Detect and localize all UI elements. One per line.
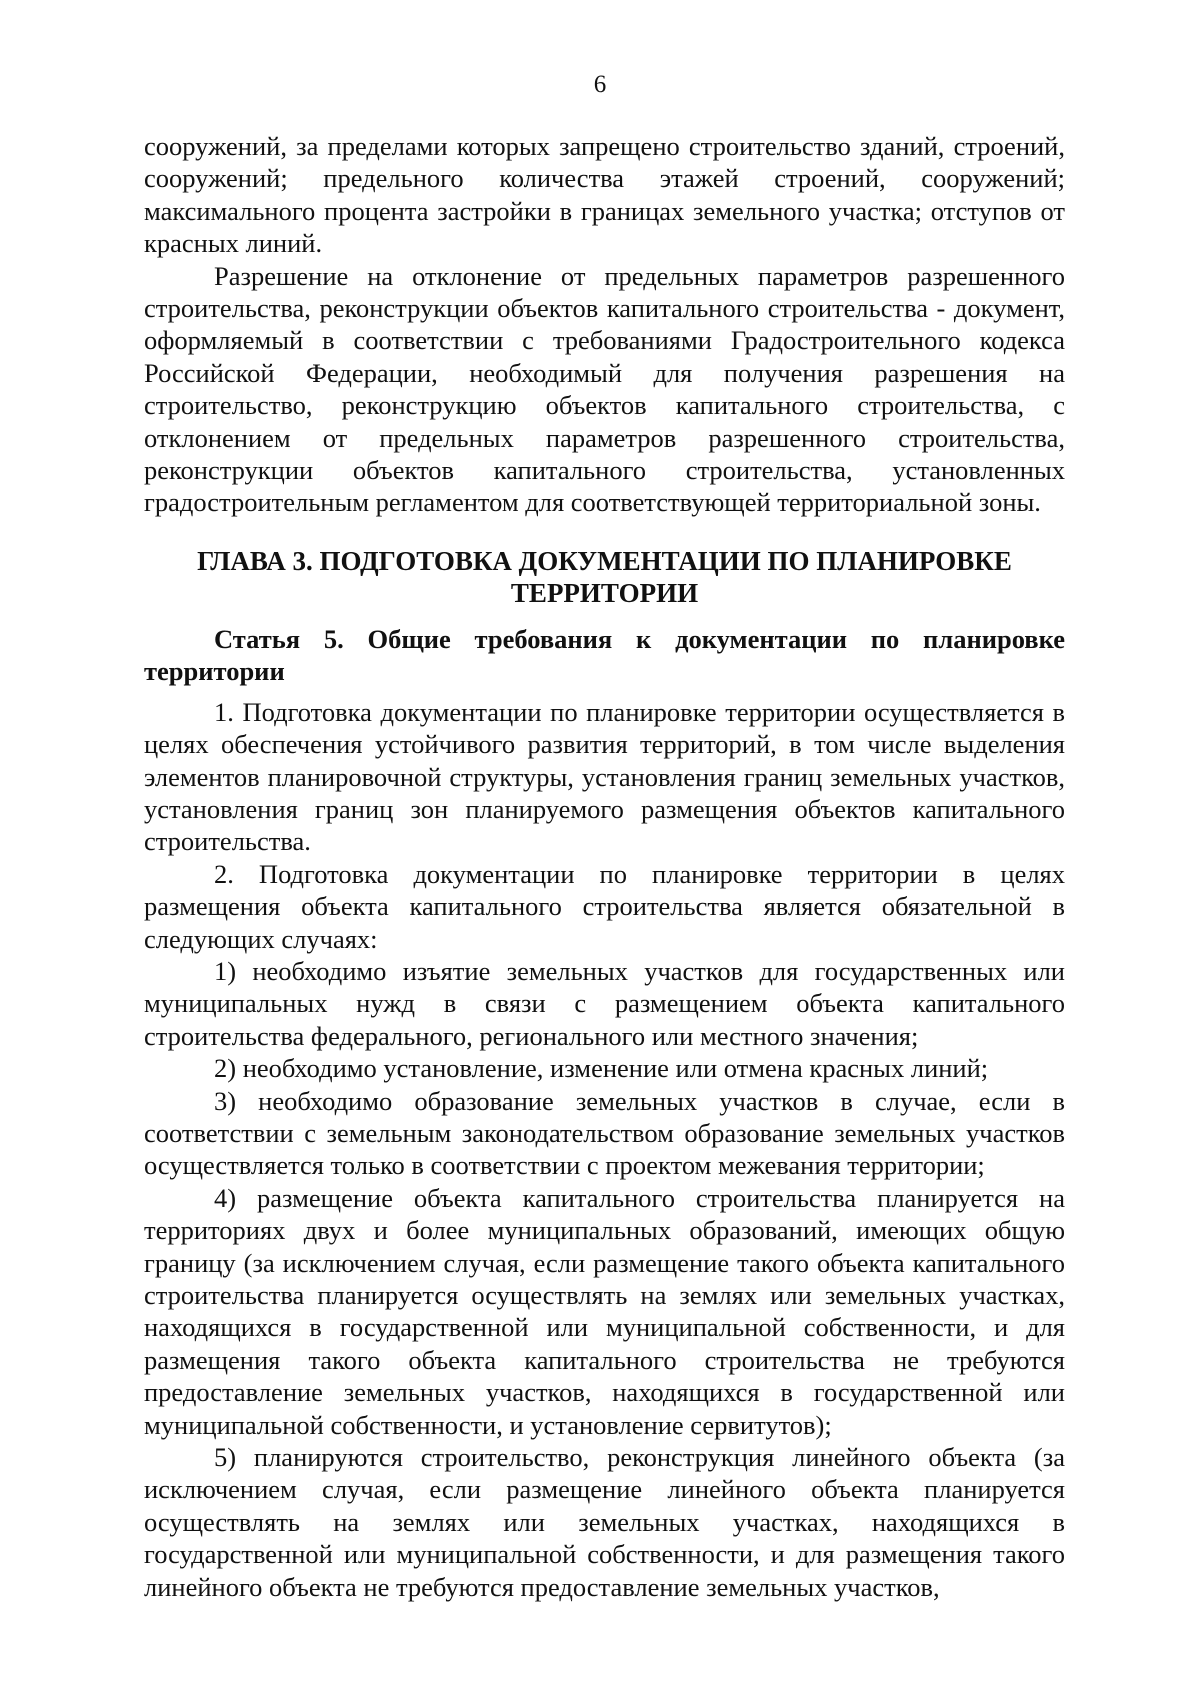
article-paragraph-2: 2. Подготовка документации по планировке территории в целях размещения объекта капитального строительства является обязательной в следующих случаях:	[144, 858, 1065, 954]
page-number: 6	[593, 71, 607, 98]
list-item-5: 5) планируются строительство, реконструкция линейного объекта (за исключением случая, если размещение линейного объекта планируется осуществлять на землях или земельных участках, находящихся в государственной или муниципальной собственности, и для размещения такого линейного объекта не требуются предоставление земельных участков,	[144, 1442, 1065, 1602]
list-item-3: 3) необходимо образование земельных участков в случае, если в соответствии с земельным законодательством образование земельных участков осуществляется только в соответствии с проектом межевания территории;	[144, 1085, 1065, 1181]
chapter-heading: ГЛАВА 3. ПОДГОТОВКА ДОКУМЕНТАЦИИ ПО ПЛАНИРОВКЕ ТЕРРИТОРИИ	[197, 545, 1012, 608]
paragraph-intro-1: сооружений, за пределами которых запрещено строительство зданий, строений, сооружений; предельного количества этажей строений, сооружений; максимального процента застройки в границах земельного участка; отступов от красных линий.	[144, 131, 1065, 259]
paragraph-intro-2: Разрешение на отклонение от предельных параметров разрешенного строительства, реконструкции объектов капитального строительства - документ, оформляемый в соответствии с требованиями Градостроительного кодекса Российской Федерации, необходимый для получения разрешения на строительство, реконструкцию объектов капитального строительства, с отклонением от предельных параметров разрешенного строительства, реконструкции объектов капитального строительства, установленных градостроительным регламентом для соответствующей территориальной зоны.	[144, 260, 1065, 518]
list-item-1: 1) необходимо изъятие земельных участков для государственных или муниципальных нужд в связи с размещением объекта капитального строительства федерального, регионального или местного значения;	[144, 955, 1065, 1051]
article-paragraph-1: 1. Подготовка документации по планировке территории осуществляется в целях обеспечения устойчивого развития территорий, в том числе выделения элементов планировочной структуры, установления границ земельных участков, установления границ зон планируемого размещения объектов капитального строительства.	[144, 696, 1065, 857]
list-item-2: 2) необходимо установление, изменение или отмена красных линий;	[214, 1053, 989, 1084]
list-item-4: 4) размещение объекта капитального строительства планируется на территориях двух и более муниципальных образований, имеющих общую границу (за исключением случая, если размещение такого объекта капитального строительства планируется осуществлять на землях или земельных участках, находящихся в государственной или муниципальной собственности, и для размещения такого объекта капитального строительства не требуются предоставление земельных участков, находящихся в государственной или муниципальной собственности, и установление сервитутов);	[144, 1182, 1065, 1440]
article-heading: Статья 5. Общие требования к документации по планировке территории	[144, 623, 1065, 687]
document-body	[144, 130, 1065, 1603]
